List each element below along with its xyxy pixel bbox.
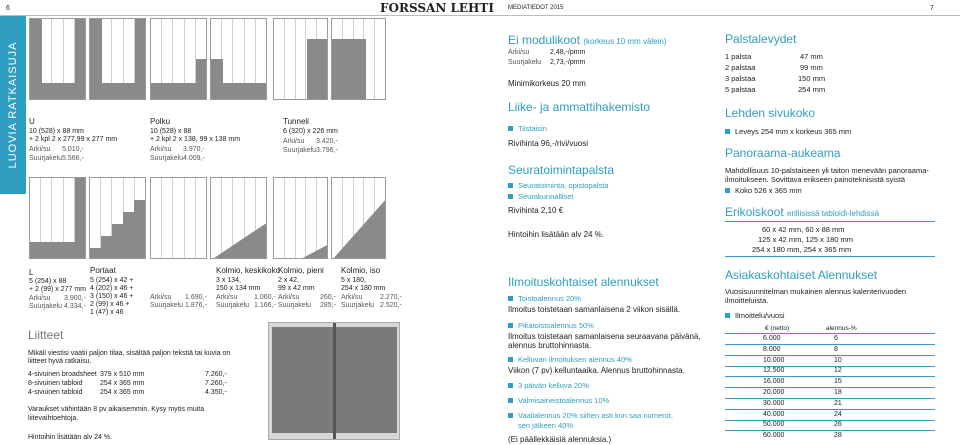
table-row: 6.000 — [763, 335, 781, 342]
pal-row2-val: 99 mm — [800, 63, 823, 72]
u-thumb — [29, 18, 86, 100]
table-rule — [725, 430, 935, 431]
pal-row4-key: 5 palstaa — [725, 85, 756, 94]
right-page-number: 7 — [930, 5, 934, 12]
th-discount: alennus-% — [826, 325, 857, 332]
portaat-price2-label: Suurjakelu — [150, 302, 184, 309]
triangle-small-shape — [274, 178, 328, 259]
lehti-title: Lehden sivukoko — [725, 106, 816, 120]
alen-b3: Kelluvan ilmoituksen alennus 40% — [508, 355, 632, 365]
k-keski-price1-label: Arki/su — [216, 294, 238, 301]
col1-vat: Hintoihin lisätään alv 24 %. — [508, 230, 605, 239]
table-rule — [725, 333, 935, 334]
table-row: 28 — [834, 432, 842, 440]
k-iso-price1-label: Arki/su — [341, 294, 363, 301]
table-row: 21 — [834, 399, 842, 407]
mod-min: Minimikorkeus 20 mm — [508, 79, 586, 88]
mod-title: Ei modulikoot (korkeus 10 mm välein) — [508, 33, 667, 47]
portaat-line1: 5 (254) x 42 + — [90, 277, 134, 284]
u-size2: + 2 kpl 2 x 277,99 x 277 mm — [29, 136, 118, 143]
mod-price2-label: Suurjakelu — [508, 59, 542, 66]
alen-b6: Vaalialennus 20% siihen asti kun saa numerot, — [508, 411, 673, 421]
table-rule — [725, 344, 935, 345]
portaat-thumb — [89, 177, 146, 259]
k-pieni-line1: 2 x 42, — [278, 277, 300, 284]
alen-b2-text2: alennus bruttohinnasta. — [508, 341, 592, 350]
eri-divider — [725, 221, 935, 222]
tunneli-price2: 3.796,- — [316, 147, 338, 154]
alen-title: Ilmoituskohtaiset alennukset — [508, 275, 659, 289]
u-price1: 5.010,- — [62, 146, 84, 153]
portaat-price1-label: Arki/su — [150, 294, 172, 301]
table-row: 12.500 — [763, 367, 785, 375]
masthead: FORSSAN LEHTI — [380, 1, 494, 15]
liite-row2-price: 7.260,- — [205, 380, 227, 387]
table-row: 8 — [834, 345, 838, 353]
seura-bullet2: Seurakunnalliset — [508, 192, 573, 202]
mod-price1: 2,48,-/pmm — [550, 49, 586, 56]
k-pieni-price1: 260,- — [320, 294, 336, 301]
asiak-text1: Vuosisuunnitelman mukainen alennus kalenterivuoden — [725, 287, 907, 296]
alen-b1: Toistoalennus 20% — [508, 294, 581, 304]
alen-b1-text: Ilmoitus toistetaan samanlaisena 2 viikon sisällä. — [508, 305, 681, 314]
table-row: 24 — [834, 410, 842, 418]
u-price1-label: Arki/su — [29, 146, 51, 153]
liitteet-vat: Hintoihin lisätään alv 24 %. — [28, 434, 113, 441]
k-pieni-price2: 285,- — [320, 302, 336, 309]
mod-price2: 2,73,-/pmm — [550, 59, 586, 66]
alen-b3-text: Viikon (7 pv) kelluntaaika. Alennus bruttohinnasta. — [508, 366, 685, 375]
th-euro: € (netto) — [765, 325, 790, 332]
table-row: 16.000 — [763, 378, 785, 386]
liite-row1-size: 379 x 510 mm — [100, 371, 145, 378]
k-pieni-price2-label: Suurjakelu — [278, 302, 312, 309]
portaat-title: Portaat — [90, 266, 116, 275]
tunneli-price2-label: Suurjakelu — [283, 147, 317, 154]
k-iso-title: Kolmio, iso — [341, 266, 381, 275]
k-iso-line1: 5 x 180, — [341, 277, 366, 284]
pal-row1-key: 1 palsta — [725, 52, 752, 61]
k-pieni-title: Kolmio, pieni — [278, 266, 324, 275]
k-keski-line2: 150 x 134 mm — [216, 285, 261, 292]
pal-row4-val: 254 mm — [798, 85, 826, 94]
liitteet-note2: liitevaihtoehtoja. — [28, 415, 79, 422]
polku-price1: 3.970,- — [183, 146, 205, 153]
polku-price1-label: Arki/su — [150, 146, 172, 153]
k-pieni-thumb — [273, 177, 328, 259]
u-price2-label: Suurjakelu — [29, 155, 63, 162]
alen-b2-text1: Ilmoitus toistetaan samanlaisena seuraavana päivänä, — [508, 332, 701, 341]
eri-line2: 125 x 42 mm, 125 x 180 mm — [758, 235, 854, 244]
portaat-line3: 3 (150) x 46 + — [90, 293, 134, 300]
alen-b2: Pikatoistoalennus 50% — [508, 321, 594, 331]
liite-row3-type: 4-sivuinen tabloid — [28, 389, 83, 396]
l-price2: 4.334,- — [64, 303, 86, 310]
k-iso-price2-label: Suurjakelu — [341, 302, 375, 309]
page-header — [0, 0, 960, 16]
liike-title: Liike- ja ammattihakemisto — [508, 100, 651, 114]
polku-thumb-right — [210, 18, 267, 100]
seura-bullet1: Seuratoiminta, opistopalsta — [508, 181, 608, 191]
table-row: 20.000 — [763, 389, 785, 396]
u-size1: 10 (528) x 88 mm — [29, 128, 84, 135]
asiak-title: Asiakaskohtaiset Alennukset — [725, 268, 878, 282]
k-keski-price2-label: Suurjakelu — [216, 302, 250, 309]
polku-thumb — [150, 18, 207, 100]
k-iso-price2: 2.520,- — [380, 302, 402, 309]
left-page-number: 6 — [6, 5, 10, 12]
pal-row3-val: 150 mm — [798, 74, 826, 83]
table-row: 60.000 — [763, 432, 785, 440]
alen-b4: 3 päivän kelluva 20% — [508, 381, 589, 391]
table-row: 6 — [834, 335, 838, 342]
u-price2: 5.566,- — [62, 155, 84, 162]
k-keski-line1: 3 x 134, — [216, 277, 241, 284]
triangle-mid-shape — [211, 178, 267, 259]
pano-bullet: Koko 526 x 365 mm — [725, 186, 802, 196]
table-rule — [725, 409, 935, 410]
l-thumb — [29, 177, 86, 259]
k-iso-thumb — [331, 177, 386, 259]
seura-text: Rivihinta 2,10 € — [508, 206, 564, 215]
table-row: 50.000 — [763, 421, 785, 429]
asiak-text2: ilmoitteluista. — [725, 296, 769, 305]
lehti-bullet: Leveys 254 mm x korkeus 365 mm — [725, 127, 851, 137]
tunneli-thumb-right — [331, 18, 386, 100]
portaat-line5: 1 (47) x 46 — [90, 309, 124, 316]
portaat-line2: 4 (202) x 46 + — [90, 285, 134, 292]
tunneli-price1: 3.420,- — [316, 138, 338, 145]
eri-line3: 254 x 180 mm, 254 x 365 mm — [752, 245, 852, 254]
table-rule — [725, 387, 935, 388]
k-keski-thumb-a — [150, 177, 207, 259]
liitteet-note1: Varaukset vähintään 8 pv aikaisemmin. Kysy myös muita — [28, 406, 205, 413]
book-image — [268, 322, 400, 440]
asiak-bullet: Ilmoittelu/vuosi — [725, 311, 785, 321]
liike-text: Rivihinta 96,-/rivi/vuosi — [508, 139, 589, 148]
liike-bullet: Tiistaisin — [508, 124, 547, 134]
table-rule — [725, 420, 935, 421]
stairs-shape — [90, 178, 146, 259]
l-size2: + 2 (99) x 277 mm — [29, 286, 86, 293]
u-title: U — [29, 117, 35, 126]
sidebar-tab: LUOVIA RATKAISUJA — [0, 16, 26, 194]
polku-size1: 10 (528) x 88 — [150, 128, 192, 135]
table-row: 10 — [834, 356, 842, 364]
portaat-price2: 1.876,- — [185, 302, 207, 309]
polku-title: Polku — [150, 117, 171, 126]
alen-b6-cont: sen jälkeen 40% — [518, 421, 574, 430]
l-price1: 3.900,- — [64, 295, 86, 302]
eri-divider2 — [725, 256, 935, 257]
mod-price1-label: Arki/su — [508, 49, 530, 56]
liite-row2-type: 8-sivuinen tabloid — [28, 380, 83, 387]
k-keski-thumb — [210, 177, 267, 259]
liite-row3-size: 254 x 365 mm — [100, 389, 145, 396]
k-pieni-line2: 99 x 42 mm — [278, 285, 315, 292]
pal-title: Palstalevydet — [725, 32, 797, 46]
table-row: 8.000 — [763, 345, 781, 353]
liite-row3-price: 4.350,- — [205, 389, 227, 396]
polku-price2: 4.009,- — [183, 155, 205, 162]
table-rule — [725, 355, 935, 356]
l-price1-label: Arki/su — [29, 295, 51, 302]
pano-text1: Mahdollisuus 10-palstaiseen yli taiton menevään panoraama- — [725, 166, 929, 175]
tunneli-title: Tunneli — [283, 117, 309, 126]
liite-row1-type: 4-sivuinen broadsheet — [28, 371, 97, 378]
alen-foot: (Ei päällekkäisiä alennuksia.) — [508, 435, 612, 444]
l-size1: 5 (254) x 88 — [29, 278, 67, 285]
triangle-large-shape — [332, 178, 386, 259]
pano-title: Panoraama-aukeama — [725, 146, 841, 160]
eri-line1: 60 x 42 mm, 60 x 88 mm — [762, 225, 845, 234]
liite-row2-size: 254 x 365 mm — [100, 380, 145, 387]
seura-title: Seuratoimintapalsta — [508, 163, 615, 177]
tunneli-size1: 6 (320) x 226 mm — [283, 128, 338, 135]
table-row: 30.000 — [763, 399, 785, 407]
polku-price2-label: Suurjakelu — [150, 155, 184, 162]
alen-b5: Valmisaineistoalennus 10% — [508, 396, 609, 406]
tunneli-thumb — [273, 18, 328, 100]
pano-text2: ilmoitukseen. Sovittava erikseen painoteknisistä syistä — [725, 175, 906, 184]
k-iso-line2: 254 x 180 mm — [341, 285, 386, 292]
k-keski-price1: 1.060,- — [254, 294, 276, 301]
u-thumb-right — [89, 18, 146, 100]
liitteet-intro1: Mikäli viestisi vaatii paljon tilaa, sisältää paljon tekstiä tai kuvia on — [28, 350, 231, 357]
portaat-price1: 1.690,- — [185, 294, 207, 301]
table-rule — [725, 376, 935, 377]
table-rule — [725, 398, 935, 399]
table-row: 12 — [834, 367, 842, 375]
pal-row3-key: 3 palstaa — [725, 74, 756, 83]
pal-row1-val: 47 mm — [800, 52, 823, 61]
k-iso-price1: 2.270,- — [380, 294, 402, 301]
liitteet-intro2: liitteet hyvä ratkaisu. — [28, 358, 92, 365]
table-row: 18 — [834, 389, 842, 396]
pal-row2-key: 2 palstaa — [725, 63, 756, 72]
portaat-line4: 2 (99) x 46 + — [90, 301, 130, 308]
table-row: 10.000 — [763, 356, 785, 364]
l-price2-label: Suurjakelu — [29, 303, 63, 310]
liite-row1-price: 7.260,- — [205, 371, 227, 378]
k-keski-price2: 1.166,- — [254, 302, 276, 309]
table-row: 40.000 — [763, 410, 785, 418]
header-subtitle: MEDIATIEDOT 2015 — [508, 5, 564, 11]
k-keski-title: Kolmio, keskikoko — [216, 266, 281, 275]
liitteet-title: Liitteet — [28, 328, 64, 342]
eri-title: Erikoiskoot erillisissä tabloidi-lehdissä — [725, 205, 880, 219]
table-row: 15 — [834, 378, 842, 386]
table-rule — [725, 366, 935, 367]
l-title: L — [29, 268, 34, 277]
table-row: 26 — [834, 421, 842, 429]
k-pieni-price1-label: Arki/su — [278, 294, 300, 301]
polku-size2: + 2 kpl 2 x 138, 99 x 138 mm — [150, 136, 241, 143]
tunneli-price1-label: Arki/su — [283, 138, 305, 145]
